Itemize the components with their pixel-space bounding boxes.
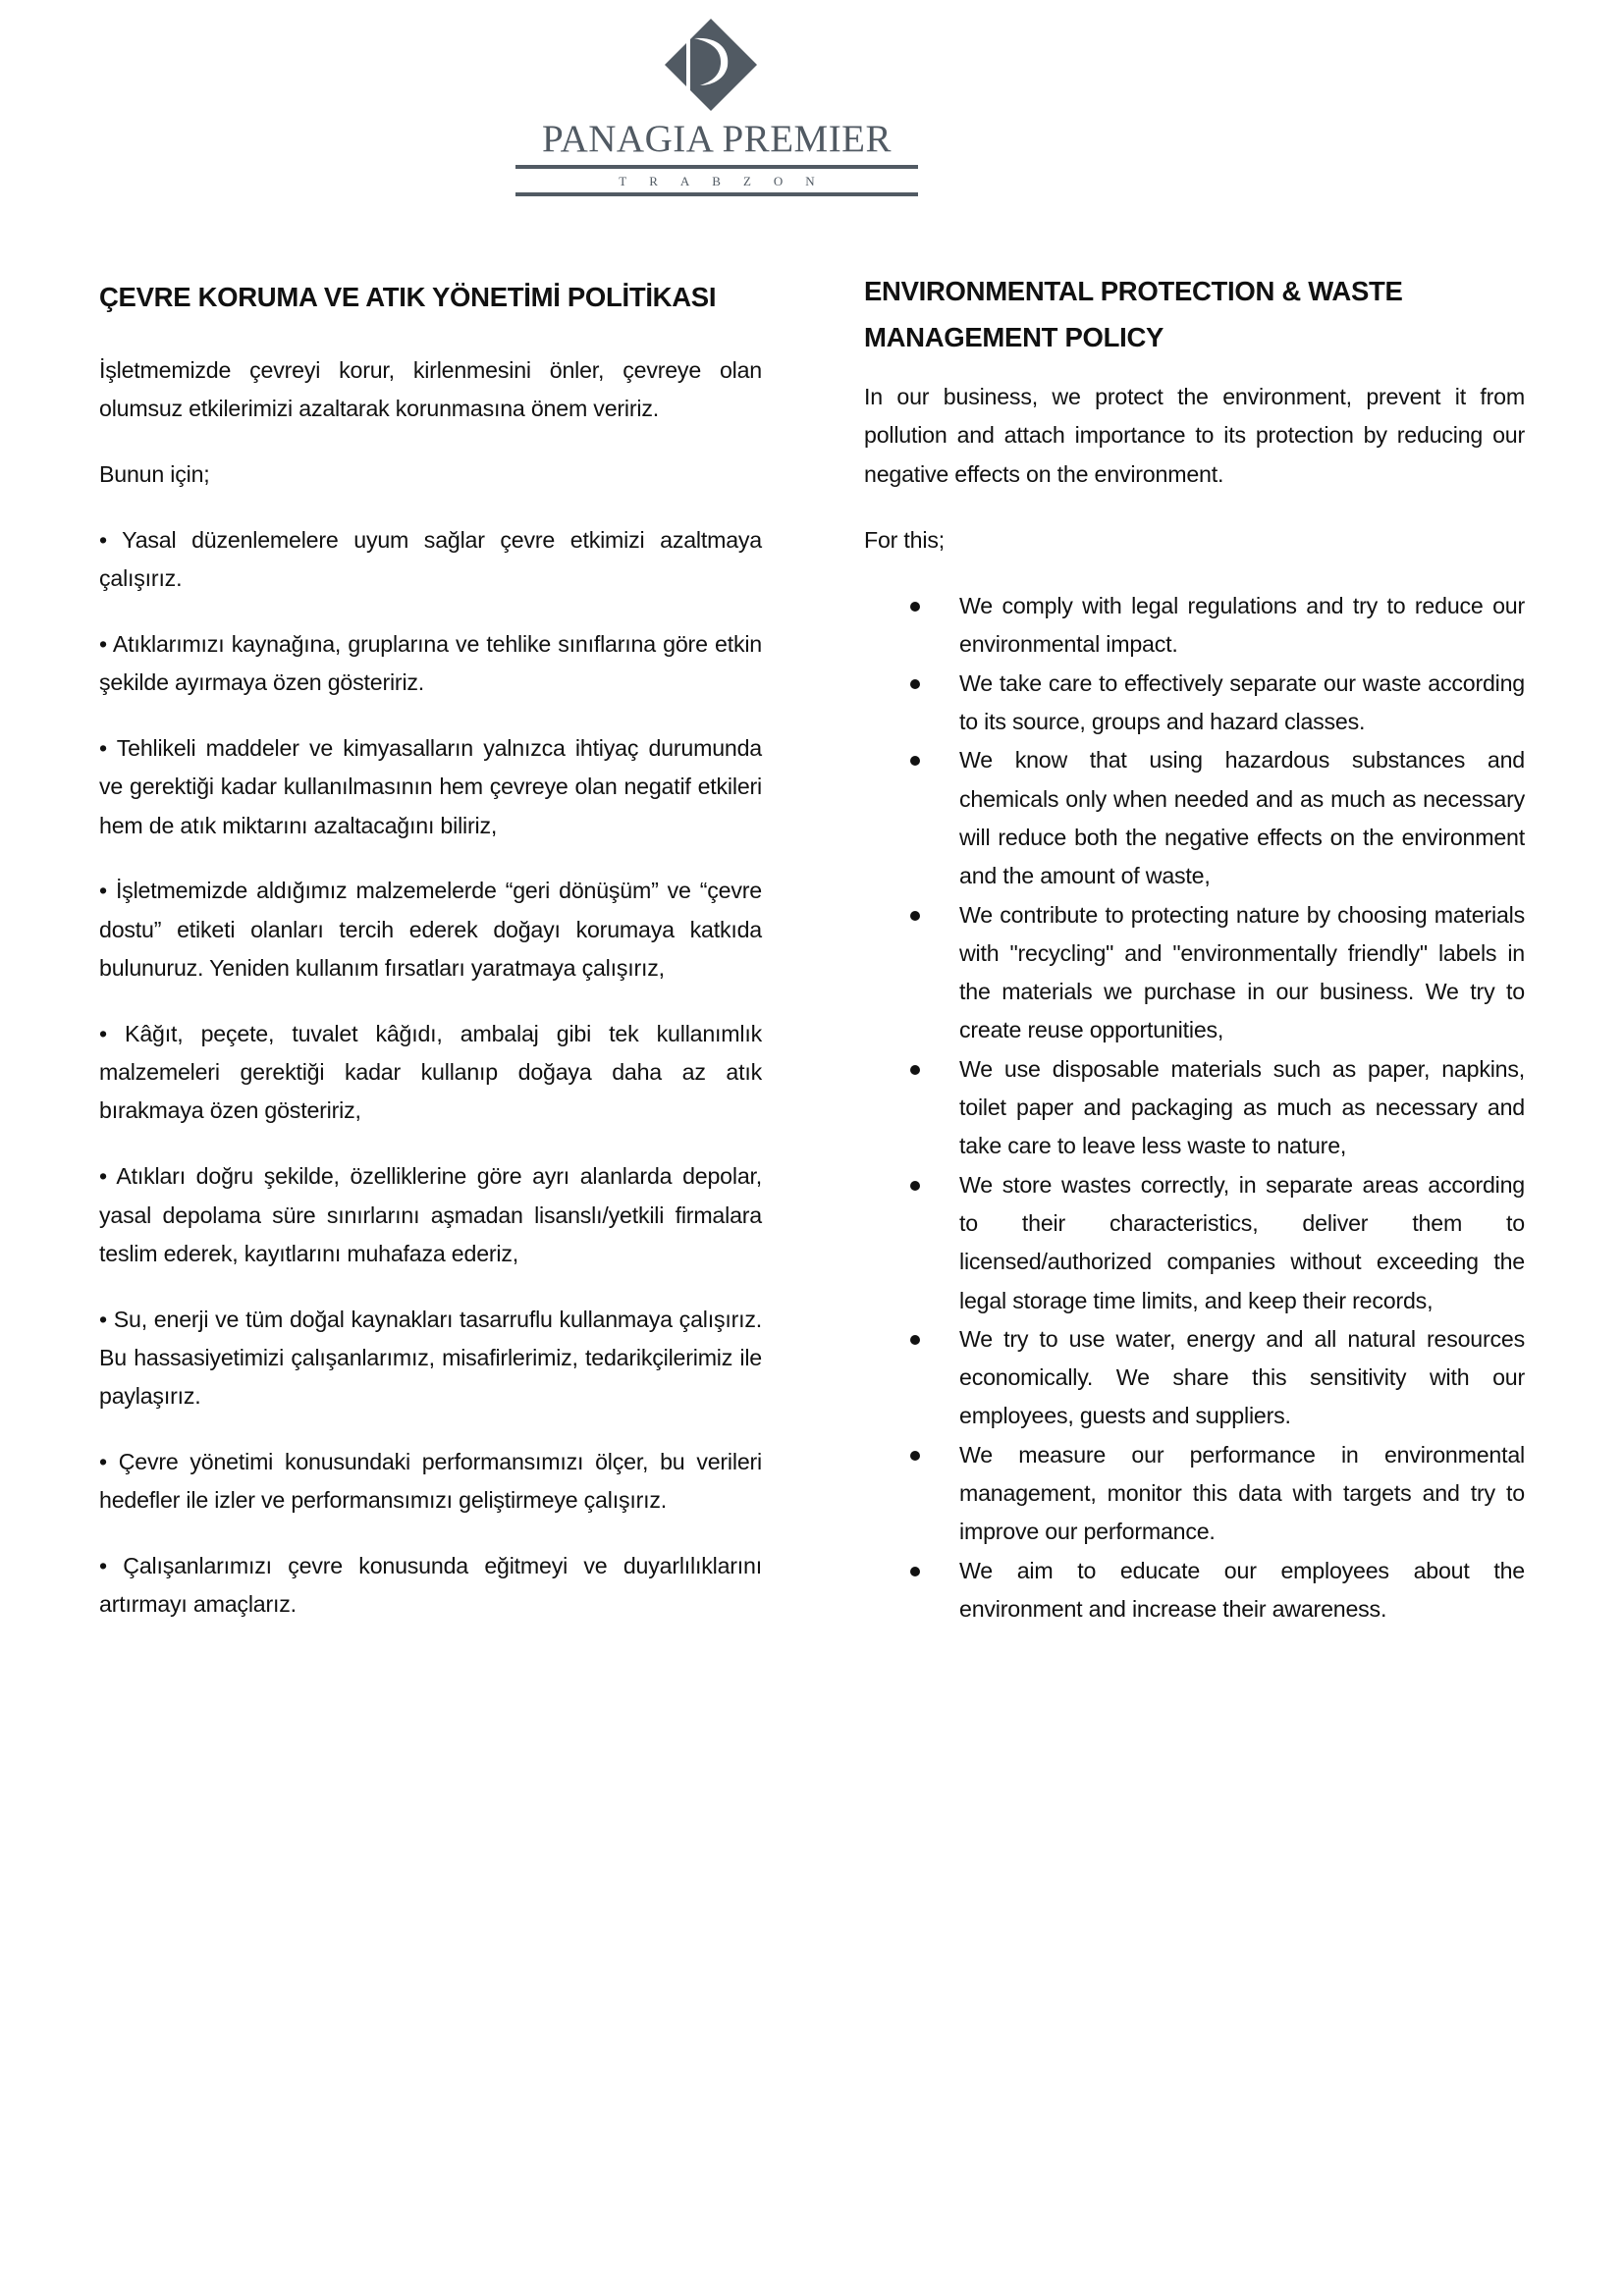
- english-item-text: We store wastes correctly, in separate areas according to their characteristics, deliver them to licensed/authorized companies without exceeding the legal storage time limits, and keep their records,: [959, 1171, 1525, 1313]
- turkish-item: • Atıkları doğru şekilde, özelliklerine göre ayrı alanlarda depolar, yasal depolama süre sınırlarını aşmadan lisanslı/yetkili firmalara teslim ederek, kayıtlarını muhafaza ederiz,: [99, 1163, 762, 1266]
- turkish-item: • Kâğıt, peçete, tuvalet kâğıdı, ambalaj gibi tek kullanımlık malzemeleri gerektiği kadar kullanıp doğaya daha az atık bırakmaya özen gösteririz,: [99, 1020, 762, 1124]
- bullet-icon: [910, 679, 920, 689]
- brand-name: PANAGIA PREMIER: [541, 118, 893, 160]
- english-item-text: We contribute to protecting nature by choosing materials with "recycling" and "environmentally friendly" labels in the materials we purchase in our business. We try to create reuse opportunities,: [959, 901, 1525, 1043]
- turkish-item: • Yasal düzenlemelere uyum sağlar çevre etkimizi azaltmaya çalışırız.: [99, 526, 762, 592]
- turkish-policy-title: ÇEVRE KORUMA VE ATIK YÖNETİMİ POLİTİKASI: [99, 282, 717, 312]
- bullet-icon: [910, 602, 920, 612]
- company-logo: [491, 0, 943, 206]
- english-lead: For this;: [864, 526, 945, 553]
- english-item: [864, 1552, 1525, 1629]
- turkish-item: • Çalışanlarımızı çevre konusunda eğitmeyi ve duyarlılıklarını artırmayı amaçlarız.: [99, 1553, 762, 1618]
- turkish-item: • Su, enerji ve tüm doğal kaynakları tasarruflu kullanmaya çalışırız. Bu hassasiyetimizi çalışanlarımız, misafirlerimiz, tedarikçilerimiz ile paylaşırız.: [99, 1306, 762, 1410]
- english-policy-body: [864, 378, 1525, 1629]
- english-policy-list: [864, 587, 1525, 1629]
- bullet-icon: [910, 756, 920, 766]
- english-item: [864, 665, 1525, 742]
- english-item-text: We comply with legal regulations and try to reduce our environmental impact.: [959, 593, 1525, 658]
- english-item-text: We take care to effectively separate our waste according to its source, groups and hazard classes.: [959, 669, 1525, 735]
- turkish-policy-body: [99, 351, 762, 1651]
- english-item-text: We measure our performance in environmental management, monitor this data with targets and try to improve our performance.: [959, 1441, 1525, 1545]
- bullet-icon: [910, 1065, 920, 1075]
- english-item-text: We know that using hazardous substances and chemicals only when needed and as much as necessary will reduce both the negative effects on the environment and the amount of waste,: [959, 747, 1525, 889]
- turkish-lead: Bunun için;: [99, 461, 210, 488]
- english-item-text: We aim to educate our employees about the environment and increase their awareness.: [959, 1557, 1525, 1622]
- bullet-icon: [910, 1335, 920, 1345]
- english-item: [864, 1050, 1525, 1166]
- english-item: [864, 1436, 1525, 1552]
- english-item-text: We use disposable materials such as paper, napkins, toilet paper and packaging as much as necessary and take care to leave less waste to nature,: [959, 1055, 1525, 1159]
- turkish-item: • Tehlikeli maddeler ve kimyasalların yalnızca ihtiyaç durumunda ve gerektiği kadar kullanılmasının hem çevreye olan negatif etkileri hem de atık miktarını azaltacağını biliriz,: [99, 735, 762, 838]
- turkish-item: • Atıklarımızı kaynağına, gruplarına ve tehlike sınıflarına göre etkin şekilde ayırmaya özen gösteririz.: [99, 630, 762, 696]
- english-policy-title: ENVIRONMENTAL PROTECTION & WASTE MANAGEMENT POLICY: [864, 276, 1403, 352]
- turkish-item: • Çevre yönetimi konusundaki performansımızı ölçer, bu verileri hedefler ile izler ve performansımızı geliştirmeye çalışırız.: [99, 1449, 762, 1514]
- bullet-icon: [910, 1181, 920, 1191]
- logo-divider-bottom: [515, 192, 918, 196]
- english-item: [864, 741, 1525, 895]
- bullet-icon: [910, 1567, 920, 1576]
- bullet-icon: [910, 1451, 920, 1461]
- english-item: [864, 1320, 1525, 1436]
- english-item-text: We try to use water, energy and all natural resources economically. We share this sensitivity with our employees, guests and suppliers.: [959, 1325, 1525, 1429]
- english-intro: In our business, we protect the environment, prevent it from pollution and attach importance to its protection by reducing our negative effects on the environment.: [864, 384, 1525, 487]
- turkish-intro: İşletmemizde çevreyi korur, kirlenmesini önler, çevreye olan olumsuz etkilerimizi azaltarak korunmasına önem veririz.: [99, 357, 762, 422]
- monogram-diamond-icon: [665, 19, 757, 111]
- turkish-item: • İşletmemizde aldığımız malzemelerde “geri dönüşüm” ve “çevre dostu” etiketi olanları tercih ederek doğayı korumaya katkıda bulunuruz. Yeniden kullanım fırsatları yaratmaya çalışırız,: [99, 878, 762, 982]
- brand-city: TRABZON: [619, 174, 838, 188]
- english-item: [864, 896, 1525, 1050]
- english-item: [864, 587, 1525, 665]
- bullet-icon: [910, 911, 920, 921]
- logo-divider-top: [515, 165, 918, 169]
- english-item: [864, 1166, 1525, 1320]
